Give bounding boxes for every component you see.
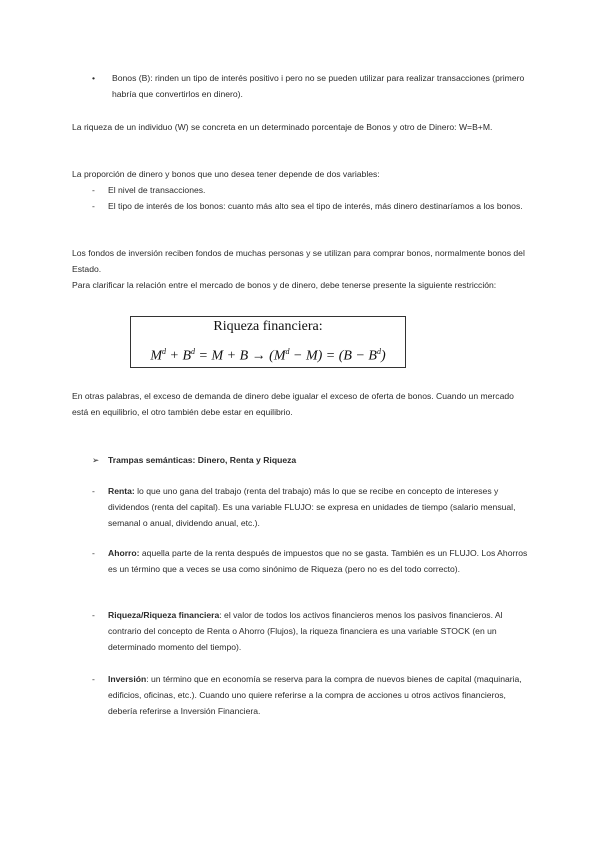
- formula-sup: d: [162, 347, 167, 356]
- list-item-text: El nivel de transacciones.: [108, 185, 206, 195]
- formula-m: M: [150, 348, 163, 364]
- formula-m: M: [273, 348, 286, 364]
- formula-paren-open: (: [338, 348, 344, 364]
- list-marker: -: [92, 674, 95, 684]
- formula-b-minus-b: B − B: [343, 348, 377, 364]
- formula-equals: =: [198, 348, 208, 364]
- formula-sup: d: [191, 347, 196, 356]
- formula-m-plus-b: M + B: [211, 348, 249, 364]
- term-definition: : un término que en economía se reserva para la compra de nuevos bienes de capital (maquinaria, edificios, oficinas, etc.). Cuando uno quiere referirse a la compra de acciones u otros activos financieros, debería referirse a Inversión Financiera.: [108, 674, 522, 716]
- list-marker: -: [92, 201, 95, 211]
- paragraph-fondos: Los fondos de inversión reciben fondos de muchas personas y se utilizan para comprar bonos, normalmente bonos del Estado.: [72, 248, 525, 274]
- list-marker: -: [92, 610, 95, 620]
- formula-sup: d: [285, 347, 290, 356]
- list-marker: -: [92, 486, 95, 496]
- term-label: Ahorro:: [108, 548, 140, 558]
- term-renta: [92, 483, 532, 531]
- variables-list: [92, 182, 532, 214]
- formula-sup: d: [376, 347, 381, 356]
- list-item-text: El tipo de interés de los bonos: cuanto más alto sea el tipo de interés, más dinero destinaríamos a los bonos.: [108, 201, 523, 211]
- term-label: Renta:: [108, 486, 135, 496]
- bullet-bonos-text: Bonos (B): rinden un tipo de interés positivo i pero no se pueden utilizar para realizar transacciones (primero habría que convertirlos en dinero).: [112, 73, 525, 99]
- paragraph-proporcion: La proporción de dinero y bonos que uno desea tener depende de dos variables:: [72, 169, 380, 179]
- formula-plus: +: [169, 348, 179, 364]
- bullet-bonos: [92, 70, 532, 102]
- term-definition: : el valor de todos los activos financieros menos los pasivos financieros. Al contrario del concepto de Renta o Ahorro (Flujos), la riqueza financiera es una variable STOCK (en un determinado momento del tiempo).: [108, 610, 503, 652]
- term-definition: aquella parte de la renta después de impuestos que no se gasta. También es un FLUJO. Los Ahorros es un término que a veces se usa como sinónimo de Riqueza (pero no es del todo correcto).: [108, 548, 528, 574]
- paragraph-otras-palabras: En otras palabras, el exceso de demanda de dinero debe igualar el exceso de oferta de bonos. Cuando un mercado está en equilibrio, el otro también debe estar en equilibrio.: [72, 391, 514, 417]
- arrow-bullet-icon: ➢: [92, 455, 100, 465]
- list-marker: -: [92, 548, 95, 558]
- formula-arrow: →: [251, 348, 266, 364]
- list-item: [92, 198, 532, 214]
- term-label: Inversión: [108, 674, 147, 684]
- list-item: [92, 182, 532, 198]
- formula-equals-2: =: [325, 348, 336, 364]
- formula-image: [130, 316, 406, 368]
- formula-paren-close: ): [380, 348, 386, 364]
- list-marker: -: [92, 185, 95, 195]
- formula-b: B: [182, 348, 192, 364]
- term-ahorro: [92, 545, 532, 577]
- term-label: Riqueza/Riqueza financiera: [108, 610, 220, 620]
- section-heading: [92, 452, 532, 468]
- heading-text: Trampas semánticas: Dinero, Renta y Riqueza: [108, 455, 297, 465]
- bullet-marker: •: [92, 73, 96, 83]
- formula-equation: [137, 343, 399, 366]
- formula-title: Riqueza financiera:: [213, 319, 323, 334]
- formula-paren-close: ): [317, 348, 323, 364]
- formula-paren-open: (: [269, 348, 274, 364]
- paragraph-riqueza: La riqueza de un individuo (W) se concreta en un determinado porcentaje de Bonos y otro de Dinero: W=B+M.: [72, 122, 493, 132]
- term-definition: lo que uno gana del trabajo (renta del trabajo) más lo que se recibe en concepto de intereses y dividendos (renta del capital). Es una variable FLUJO: se expresa en unidades de tiempo (salario mensual, semanal o anual, dividendo anual, etc.).: [108, 486, 516, 528]
- paragraph-clarificar: Para clarificar la relación entre el mercado de bonos y de dinero, debe tenerse presente la siguiente restricción:: [72, 280, 497, 290]
- term-riqueza: [92, 607, 532, 655]
- term-inversion: [92, 671, 532, 719]
- formula-minus-m: − M: [293, 348, 318, 364]
